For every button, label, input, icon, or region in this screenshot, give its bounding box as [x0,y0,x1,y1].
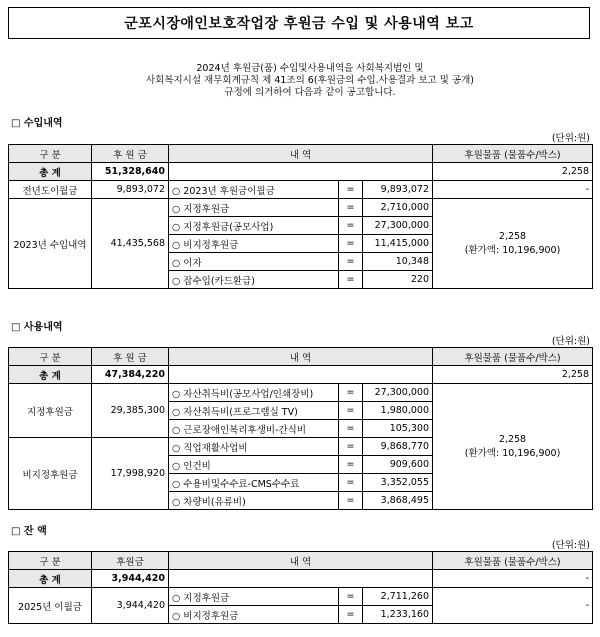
income-item-value: 220 [363,271,433,289]
balance-item: ○ 비지정후원금 [169,606,339,624]
goods-value: (환가액: 10,196,900) [464,245,561,256]
equals-sign: = [339,606,363,624]
balance-item-value: 2,711,260 [363,588,433,606]
income-group-label: 2023년 수입내역 [9,199,92,289]
income-item-value: 27,300,000 [363,217,433,235]
usage-heading: □ 사용내역 [11,322,63,333]
total-label: 총 계 [9,163,92,181]
total-goods: 2,258 [433,163,593,181]
income-group-amount: 41,435,568 [92,199,169,289]
equals-sign: = [339,420,363,438]
col-header-goods: 후원물품 (물품수/박스) [433,348,593,366]
goods-count: 2,258 [498,434,527,445]
income-unit-label: (단위:원) [551,133,590,144]
usage-item: ○ 근로장애인복리후생비-간식비 [169,420,339,438]
carry-label: 전년도이월금 [9,181,92,199]
total-goods: 2,258 [433,366,593,384]
goods-count: 2,258 [498,231,527,242]
balance-carry-label: 2025년 이월금 [9,588,92,624]
carry-goods: - [433,181,593,199]
usage-unit-label: (단위:원) [551,336,590,347]
carry-amount: 9,893,072 [92,181,169,199]
equals-sign: = [339,217,363,235]
equals-sign: = [339,588,363,606]
total-details [169,163,433,181]
income-item-value: 11,415,000 [363,235,433,253]
balance-heading: □ 잔 액 [11,526,47,537]
usage-item: ○ 직업재활사업비 [169,438,339,456]
col-header-category: 구 분 [9,348,92,366]
usage-item-value: 105,300 [363,420,433,438]
designated-amount: 29,385,300 [92,384,169,438]
usage-item-value: 1,980,000 [363,402,433,420]
total-label: 총 계 [9,366,92,384]
equals-sign: = [339,492,363,510]
usage-goods [433,384,593,510]
total-amount: 47,384,220 [92,366,169,384]
income-item-value: 10,348 [363,253,433,271]
usage-item-value: 909,600 [363,456,433,474]
usage-item: ○ 수용비및수수료-CMS수수료 [169,474,339,492]
total-goods: - [433,570,593,588]
total-amount: 3,944,420 [92,570,169,588]
goods-value: (환가액: 10,196,900) [464,448,561,459]
col-header-details: 내 역 [169,145,433,163]
income-item: ○ 비지정후원금 [169,235,339,253]
balance-item-value: 1,233,160 [363,606,433,624]
income-item: ○ 지정후원금(공모사업) [169,217,339,235]
col-header-goods: 후원물품 (물품수/박스) [433,145,593,163]
equals-sign: = [339,235,363,253]
intro-line: 규정에 의거하여 다음과 같이 공고합니다. [224,87,396,98]
income-item: ○ 지정후원금 [169,199,339,217]
equals-sign: = [339,474,363,492]
equals-sign: = [339,456,363,474]
page-title: 군포시장애인보호작업장 후원금 수입 및 사용내역 보고 [8,7,590,39]
income-item-value: 2,710,000 [363,199,433,217]
carry-item: ○ 2023년 후원금이월금 [169,181,339,199]
total-details [169,570,433,588]
equals-sign: = [339,199,363,217]
designated-label: 지정후원금 [9,384,92,438]
usage-item: ○ 인건비 [169,456,339,474]
usage-item: ○ 자산취득비(공모사업/인쇄장비) [169,384,339,402]
usage-table [8,347,593,510]
intro-line: 2024년 후원금(품) 수입및사용내역을 사회복지법인 및 [196,63,424,74]
col-header-category: 구 분 [9,145,92,163]
total-details [169,366,433,384]
balance-carry-amount: 3,944,420 [92,588,169,624]
equals-sign: = [339,402,363,420]
balance-unit-label: (단위:원) [551,540,590,551]
usage-item-value: 3,868,495 [363,492,433,510]
usage-item: ○ 자산취득비(프로그램실 TV) [169,402,339,420]
income-heading: □ 수입내역 [11,118,63,129]
equals-sign: = [339,438,363,456]
equals-sign: = [339,253,363,271]
usage-item-value: 3,352,055 [363,474,433,492]
col-header-category: 구 분 [9,552,92,570]
col-header-amount: 후 원 금 [92,348,169,366]
nondesignated-label: 비지정후원금 [9,438,92,510]
income-table [8,144,593,289]
income-goods [433,199,593,289]
income-item: ○ 이자 [169,253,339,271]
equals-sign: = [339,181,363,199]
usage-item-value: 9,868,770 [363,438,433,456]
intro-text [60,63,560,99]
total-label: 총 계 [9,570,92,588]
col-header-goods: 후원물품 (물품수/박스) [433,552,593,570]
usage-item-value: 27,300,000 [363,384,433,402]
equals-sign: = [339,384,363,402]
equals-sign: = [339,271,363,289]
col-header-details: 내 역 [169,348,433,366]
col-header-amount: 후 원 금 [92,145,169,163]
balance-goods: - [433,588,593,624]
total-amount: 51,328,640 [92,163,169,181]
col-header-details: 내 역 [169,552,433,570]
nondesignated-amount: 17,998,920 [92,438,169,510]
carry-value: 9,893,072 [363,181,433,199]
balance-item: ○ 지정후원금 [169,588,339,606]
income-item: ○ 잡수입(카드환급) [169,271,339,289]
balance-table [8,551,593,624]
intro-line: 사회복지시설 재무회계규칙 제 41조의 6(후원금의 수입.사용결과 보고 및 공개) [145,75,475,86]
col-header-amount: 후원금 [92,552,169,570]
usage-item: ○ 차량비(유류비) [169,492,339,510]
